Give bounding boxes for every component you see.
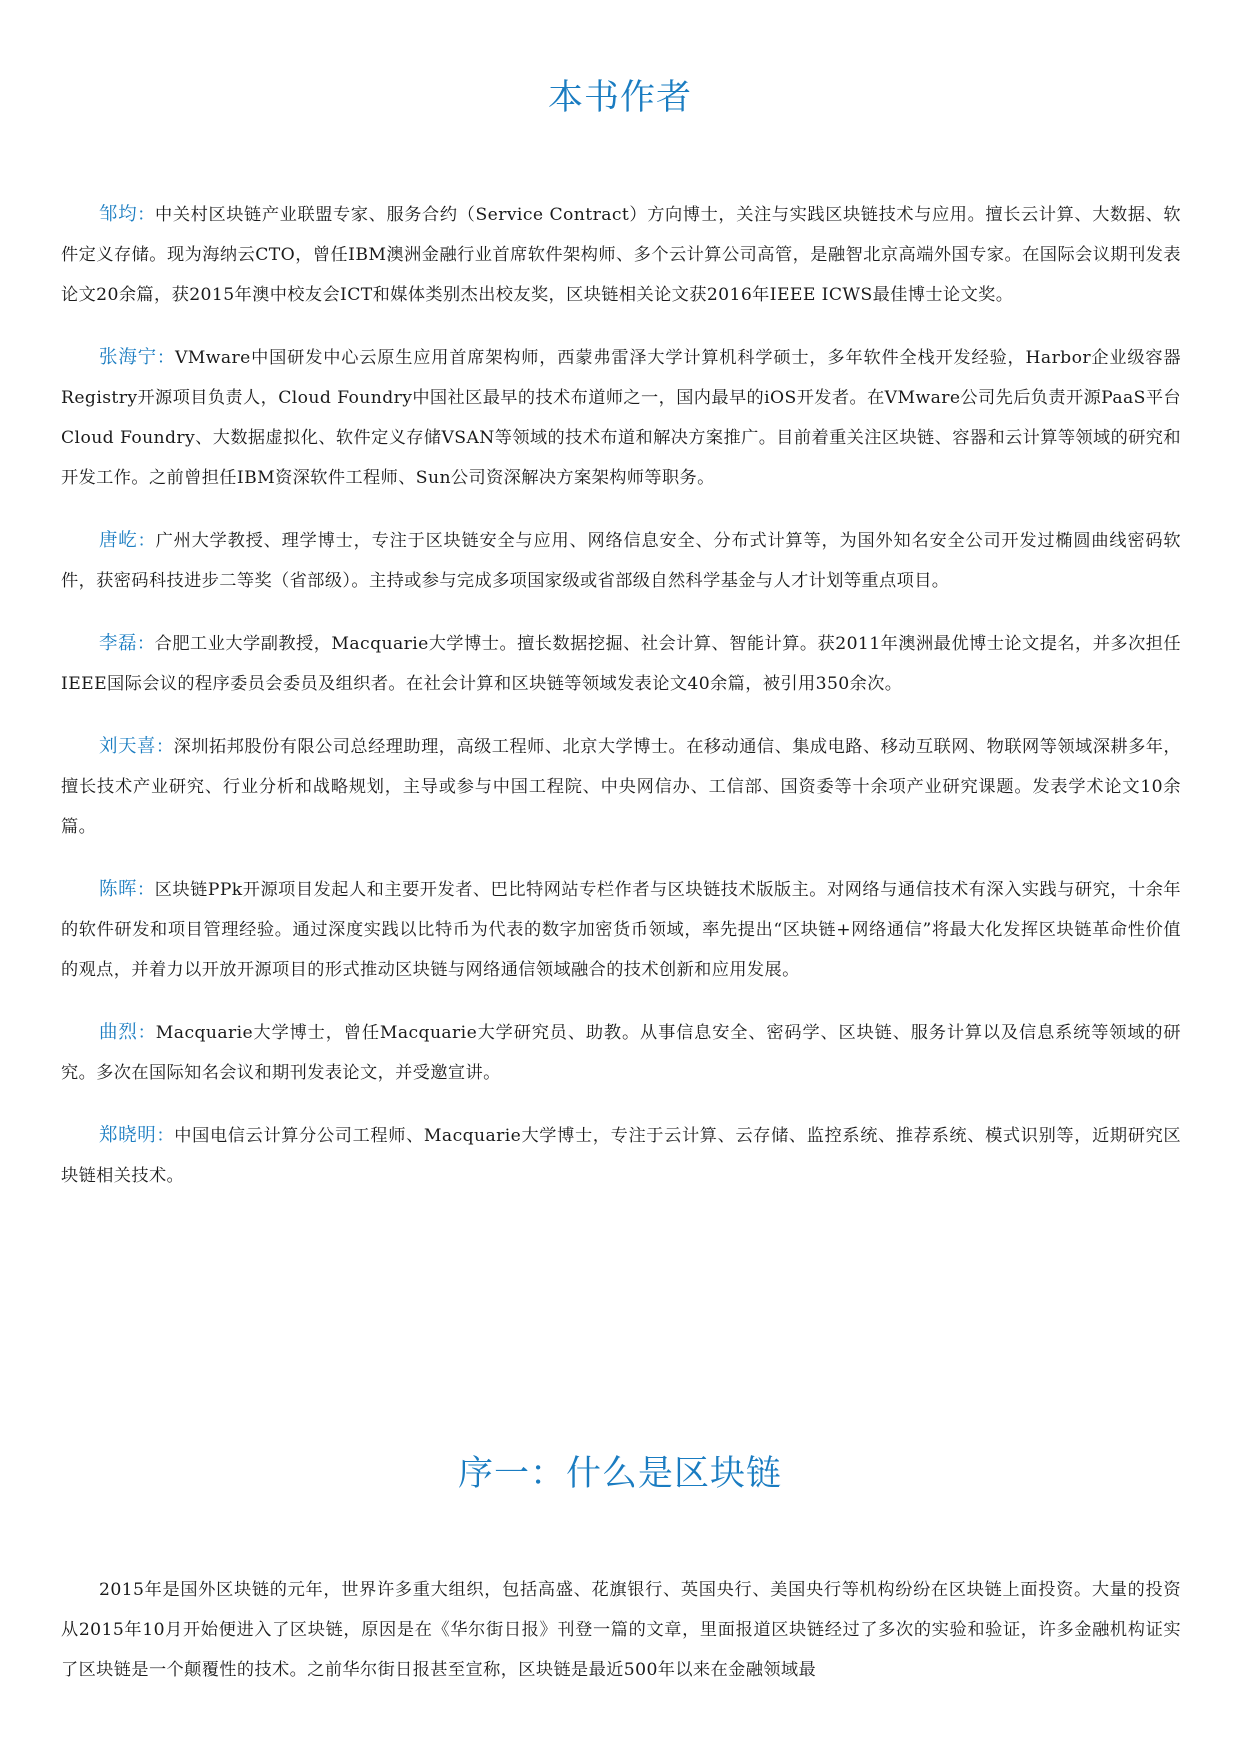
name-colon: ：: [137, 205, 156, 225]
author-bio-text: 区块链PPk开源项目发起人和主要开发者、巴比特网站专栏作者与区块链技术版版主。对网络与通信技术有深入实践与研究，十余年的软件研发和项目管理经验。通过深度实践以比特币为代表的数字加密货币领域，率先提出“区块链+网络通信”将最大化发挥区块链革命性价值的观点，并着力以开放开源项目的形式推动区块链与网络通信领域融合的技术创新和应用发展。: [61, 880, 1181, 980]
author-name: 邹均: [99, 204, 138, 225]
name-colon: ：: [155, 737, 174, 757]
author-bio-text: 中关村区块链产业联盟专家、服务合约（Service Contract）方向博士，关注与实践区块链技术与应用。擅长云计算、大数据、软件定义存储。现为海纳云CTO，曾任IBM澳洲金融行业首席软件架构师、多个云计算公司高管，是融智北京高端外国专家。在国际会议期刊发表论文20余篇，获2015年澳中校友会ICT和媒体类别杰出校友奖，区块链相关论文获2016年IEEE ICWS最佳博士论文奖。: [61, 205, 1181, 305]
author-name: 陈晖: [99, 879, 138, 900]
author-bio: [61, 338, 1181, 498]
author-bio: [61, 870, 1181, 990]
name-colon: ：: [136, 634, 155, 654]
author-name: 曲烈: [99, 1022, 138, 1043]
author-name: 郑晓明: [99, 1125, 157, 1146]
name-colon: ：: [156, 1126, 175, 1146]
author-bio-text: 深圳拓邦股份有限公司总经理助理，高级工程师、北京大学博士。在移动通信、集成电路、移动互联网、物联网等领域深耕多年，擅长技术产业研究、行业分析和战略规划，主导或参与中国工程院、中央网信办、工信部、国资委等十余项产业研究课题。发表学术论文10余篇。: [61, 737, 1182, 837]
author-bio: [61, 1116, 1181, 1196]
preface-section-title: 序一：什么是区块链: [457, 1454, 782, 1494]
author-bio-text: 合肥工业大学副教授，Macquarie大学博士。擅长数据挖掘、社会计算、智能计算。获2011年澳洲最优博士论文提名，并多次担任IEEE国际会议的程序委员会委员及组织者。在社会计算和区块链等领域发表论文40余篇，被引用350余次。: [61, 634, 1182, 694]
author-bio-text: 中国电信云计算分公司工程师、Macquarie大学博士，专注于云计算、云存储、监控系统、推荐系统、模式识别等，近期研究区块链相关技术。: [61, 1126, 1181, 1186]
author-bio: [61, 727, 1181, 847]
name-colon: ：: [137, 880, 155, 900]
author-bio: [61, 624, 1181, 704]
preface-body: [61, 1570, 1181, 1690]
author-bio-text: 广州大学教授、理学博士，专注于区块链安全与应用、网络信息安全、分布式计算等，为国外知名安全公司开发过椭圆曲线密码软件，获密码科技进步二等奖（省部级）。主持或参与完成多项国家级或省部级自然科学基金与人才计划等重点项目。: [61, 531, 1181, 591]
author-name: 唐屹: [99, 530, 138, 551]
author-bio: [61, 195, 1181, 315]
name-colon: ：: [156, 348, 175, 368]
name-colon: ：: [137, 531, 156, 551]
name-colon: ：: [137, 1023, 156, 1043]
author-bio: [61, 521, 1181, 601]
author-bio: [61, 1013, 1181, 1093]
authors-section-title: 本书作者: [547, 78, 692, 118]
author-name: 张海宁: [99, 347, 157, 368]
author-bio-text: VMware中国研发中心云原生应用首席架构师，西蒙弗雷泽大学计算机科学硕士，多年软件全栈开发经验，Harbor企业级容器Registry开源项目负责人，Cloud Foundry中国社区最早的技术布道师之一，国内最早的iOS开发者。在VMware公司先后负责开源PaaS平台Cloud Foundry、大数据虚拟化、软件定义存储VSAN等领域的技术布道和解决方案推广。目前着重关注区块链、容器和云计算等领域的研究和开发工作。之前曾担任IBM资深软件工程师、Sun公司资深解决方案架构师等职务。: [61, 348, 1181, 488]
preface-paragraph: 2015年是国外区块链的元年，世界许多重大组织，包括高盛、花旗银行、英国央行、美国央行等机构纷纷在区块链上面投资。大量的投资从2015年10月开始便进入了区块链，原因是在《华尔街日报》刊登一篇的文章，里面报道区块链经过了多次的实验和验证，许多金融机构证实了区块链是一个颠覆性的技术。之前华尔街日报甚至宣称，区块链是最近500年以来在金融领域最: [61, 1580, 1181, 1680]
author-bio-text: Macquarie大学博士，曾任Macquarie大学研究员、助教。从事信息安全、密码学、区块链、服务计算以及信息系统等领域的研究。多次在国际知名会议和期刊发表论文，并受邀宣讲。: [61, 1023, 1181, 1083]
author-bio-list: [61, 195, 1181, 1219]
author-name: 李磊: [99, 633, 137, 654]
author-name: 刘天喜: [99, 736, 156, 757]
